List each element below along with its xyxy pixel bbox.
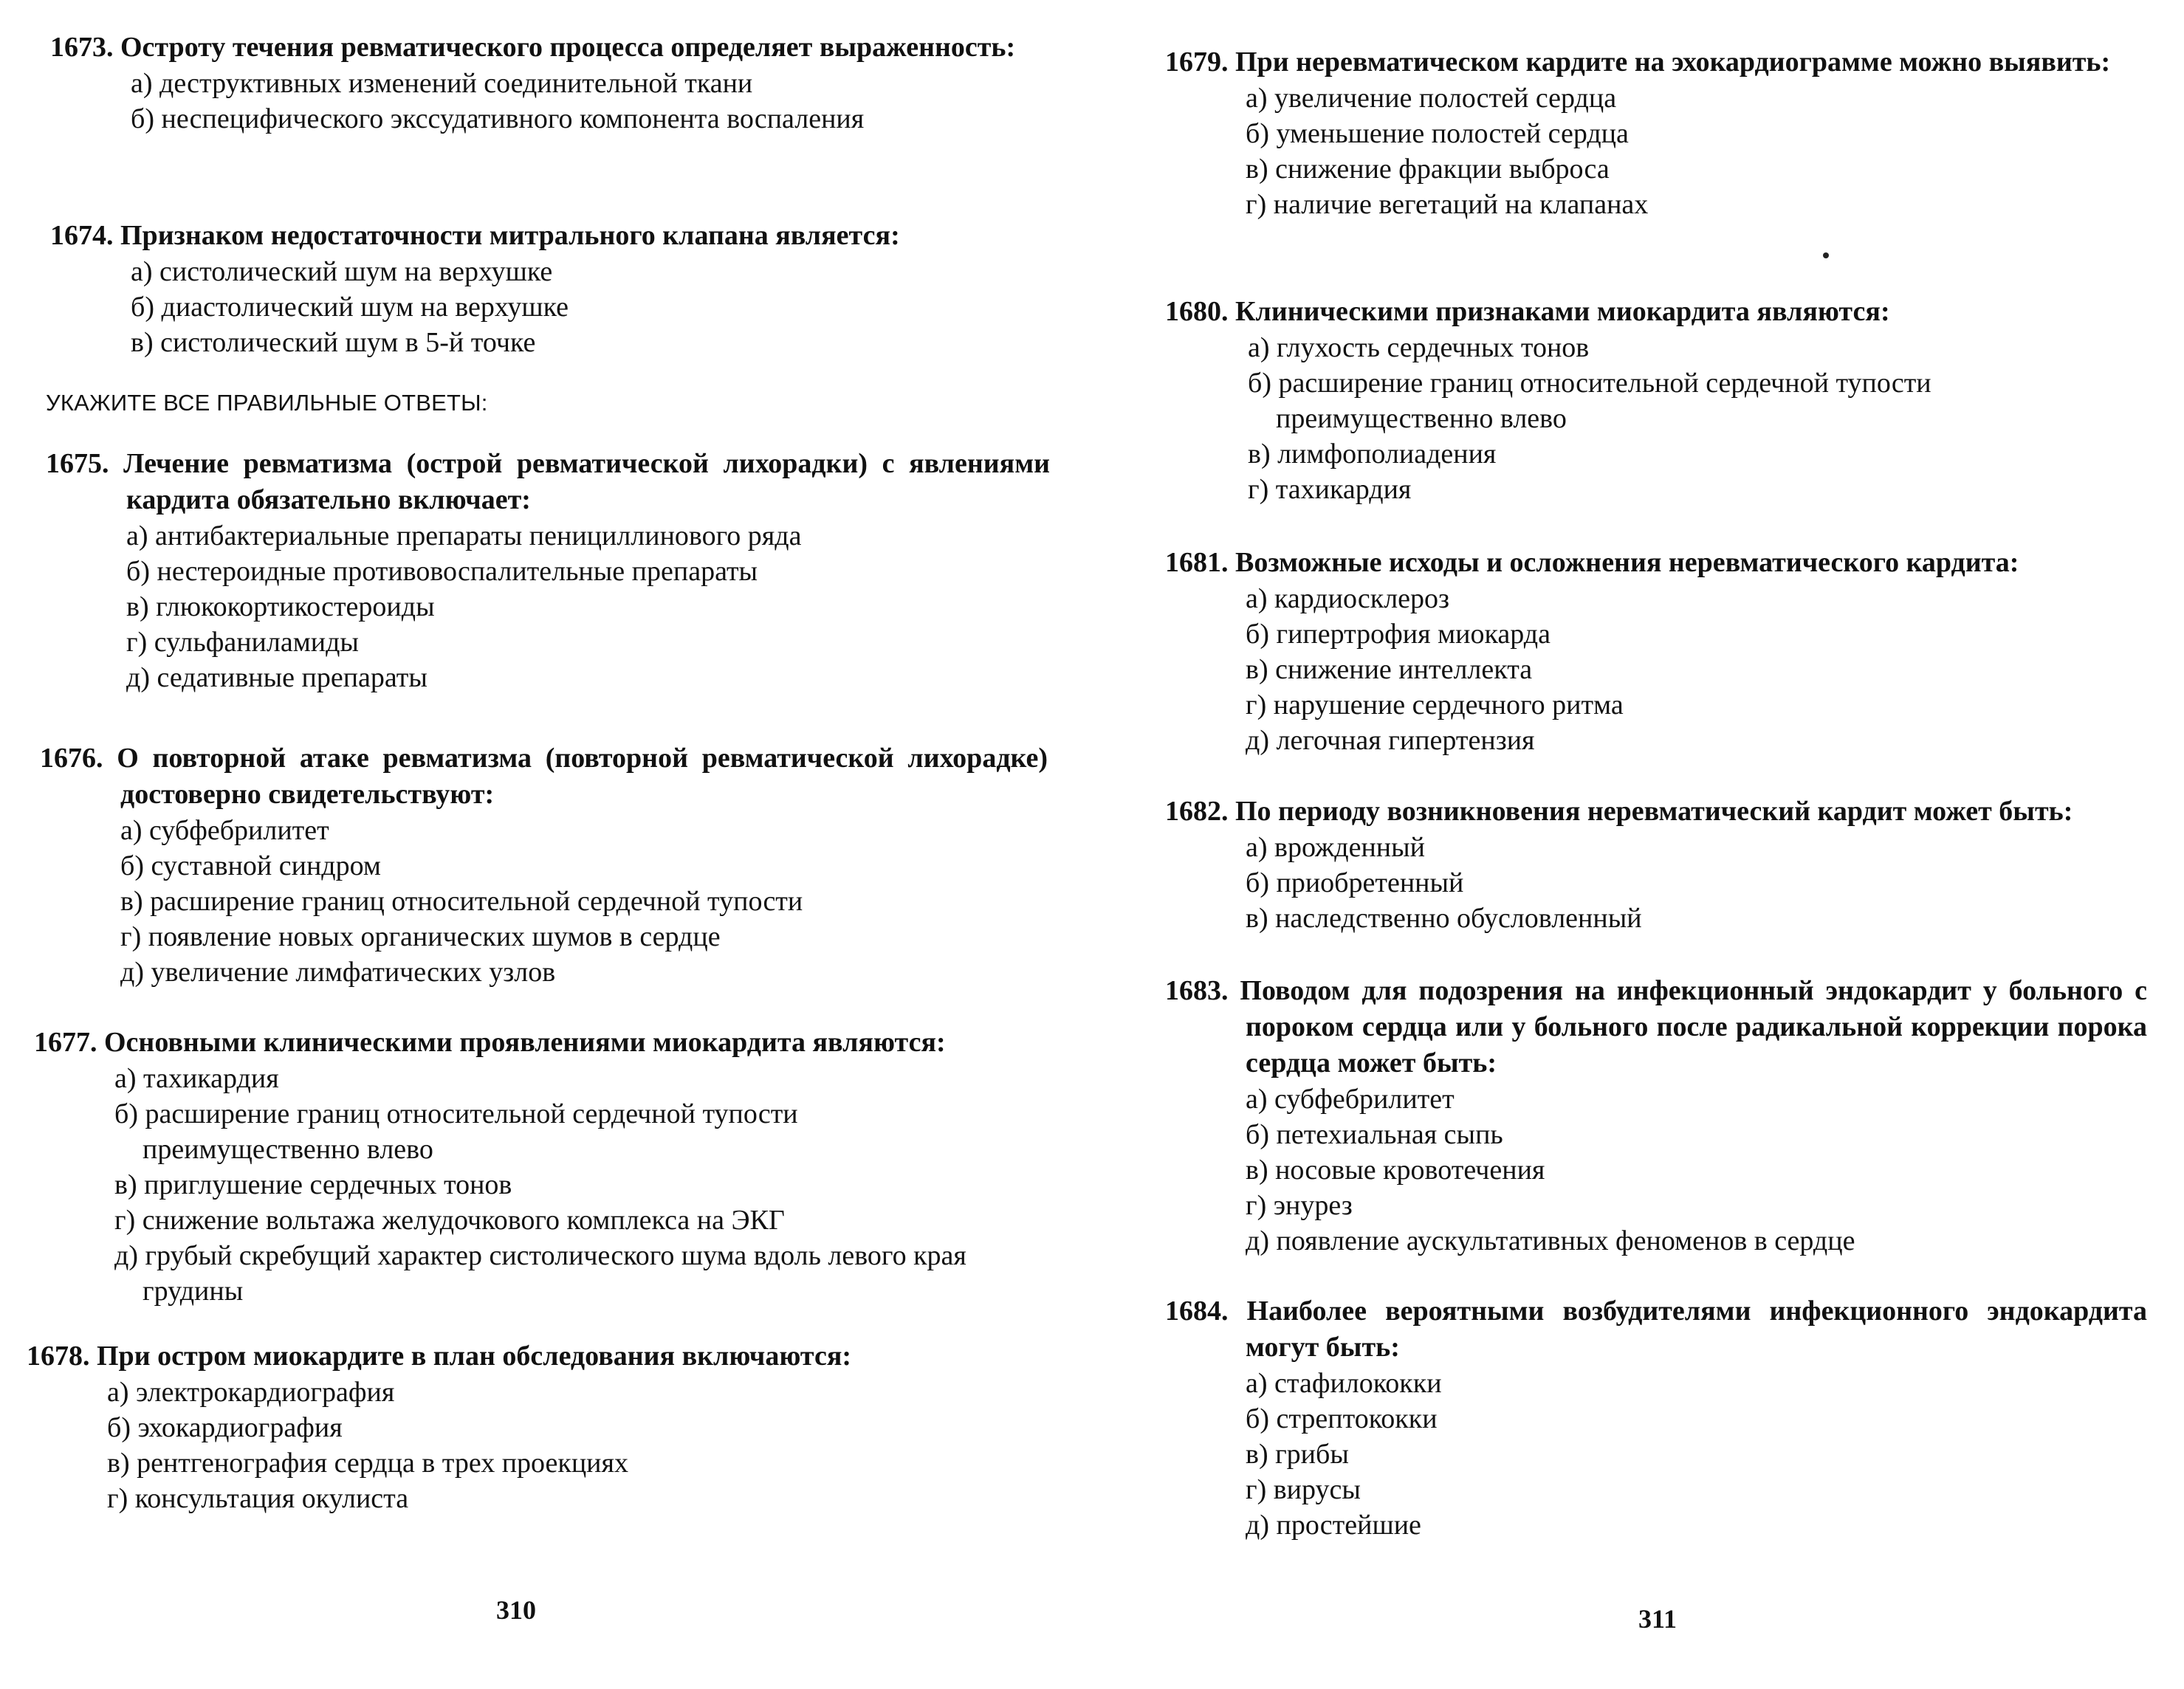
question-number: 1676. — [40, 743, 103, 774]
options-list — [1246, 1081, 2147, 1259]
question-text: Поводом для подозрения на инфекционный эндокардит у больного с пороком сердца или у больного после радикальной коррекции порока сердца может быть: — [1240, 975, 2147, 1079]
option: б) диастолический шум на верхушке — [131, 292, 569, 323]
option: г) появление новых органических шумов в сердце — [120, 921, 721, 952]
option: в) грибы — [1246, 1439, 1349, 1470]
option: а) субфебрилитет — [1246, 1084, 1455, 1115]
page-number: 311 — [1638, 1604, 1678, 1634]
options-list — [1248, 330, 2119, 507]
question-1682 — [1165, 794, 2147, 936]
option: в) расширение границ относительной сердечной тупости — [120, 886, 803, 917]
option: а) электрокардиография — [107, 1377, 395, 1408]
option: г) снижение вольтажа желудочкового комплекса на ЭКГ — [114, 1205, 785, 1236]
option: г) консультация окулиста — [107, 1483, 409, 1514]
question-number: 1684. — [1165, 1296, 1229, 1327]
option: г) энурез — [1246, 1190, 1353, 1221]
question-text: Клиническими признаками миокардита являются: — [1235, 296, 1890, 327]
question-1684 — [1165, 1293, 2147, 1543]
options-list — [114, 1061, 1015, 1309]
question-1681 — [1165, 545, 2147, 758]
option: б) неспецифического экссудативного компонента воспаления — [131, 103, 865, 134]
option: б) стрептококки — [1246, 1403, 1438, 1434]
question-number: 1681. — [1165, 547, 1229, 578]
option: б) приобретенный — [1246, 867, 1464, 898]
option: а) глухость сердечных тонов — [1248, 332, 1590, 363]
option: а) стафилококки — [1246, 1368, 1442, 1399]
options-list — [1246, 581, 2147, 758]
option: а) увеличение полостей сердца — [1246, 83, 1617, 114]
option: в) наследственно обусловленный — [1246, 903, 1642, 934]
options-list — [131, 254, 1051, 360]
option: г) вирусы — [1246, 1474, 1361, 1505]
options-list — [107, 1375, 1045, 1516]
question-1676 — [40, 740, 1048, 990]
question-1678 — [27, 1338, 1045, 1516]
option: а) деструктивных изменений соединительной ткани — [131, 68, 753, 99]
question-number: 1680. — [1165, 296, 1229, 327]
options-list — [126, 518, 1050, 695]
question-1673 — [50, 30, 1051, 137]
question-text: При остром миокардите в план обследования включаются: — [97, 1341, 852, 1372]
question-text: Возможные исходы и осложнения неревматического кардита: — [1235, 547, 2019, 578]
question-1680 — [1165, 294, 2147, 507]
option: а) кардиосклероз — [1246, 583, 1450, 614]
question-text: Лечение ревматизма (острой ревматической лихорадки) с явлениями кардита обязательно включает: — [123, 448, 1050, 515]
question-number: 1679. — [1165, 47, 1229, 78]
options-list — [120, 813, 1048, 990]
question-text: При неревматическом кардите на эхокардиограмме можно выявить: — [1235, 47, 2111, 78]
question-text: Наиболее вероятными возбудителями инфекционного эндокардита могут быть: — [1246, 1296, 2147, 1363]
option: д) легочная гипертензия — [1246, 725, 1535, 756]
option: г) тахикардия — [1248, 474, 1412, 505]
option: б) расширение границ относительной сердечной тупости преимущественно влево — [114, 1098, 798, 1165]
option: г) нарушение сердечного ритма — [1246, 689, 1624, 720]
question-number: 1678. — [27, 1341, 90, 1372]
option: д) седативные препараты — [126, 662, 427, 693]
option: в) приглушение сердечных тонов — [114, 1169, 512, 1200]
option: в) снижение интеллекта — [1246, 654, 1533, 685]
question-1675 — [46, 446, 1050, 695]
question-text: Основными клиническими проявлениями миокардита являются: — [104, 1027, 946, 1058]
options-list — [131, 66, 1051, 137]
option: б) гипертрофия миокарда — [1246, 619, 1551, 650]
question-number: 1683. — [1165, 975, 1229, 1006]
question-number: 1675. — [46, 448, 109, 479]
option: б) нестероидные противовоспалительные препараты — [126, 556, 758, 587]
option: д) простейшие — [1246, 1510, 1421, 1541]
question-number: 1673. — [50, 32, 114, 63]
option: д) появление аускультативных феноменов в сердце — [1246, 1225, 1855, 1256]
question-1677 — [34, 1025, 1045, 1309]
option: а) систолический шум на верхушке — [131, 256, 553, 287]
question-text: По периоду возникновения неревматический кардит может быть: — [1235, 796, 2073, 827]
option: г) наличие вегетаций на клапанах — [1246, 189, 1649, 220]
question-number: 1677. — [34, 1027, 97, 1058]
option: б) эхокардиография — [107, 1412, 343, 1443]
option: а) тахикардия — [114, 1063, 279, 1094]
question-1683 — [1165, 973, 2147, 1259]
option: в) носовые кровотечения — [1246, 1155, 1545, 1186]
option: в) лимфополиадения — [1248, 438, 1497, 469]
page-number: 310 — [496, 1595, 536, 1625]
question-text: Остроту течения ревматического процесса определяет выраженность: — [120, 32, 1016, 63]
options-list — [1246, 830, 2147, 936]
question-text: Признаком недостаточности митрального клапана является: — [120, 220, 900, 251]
option: д) увеличение лимфатических узлов — [120, 957, 556, 988]
option: б) петехиальная сыпь — [1246, 1119, 1503, 1150]
instruction-heading: УКАЖИТЕ ВСЕ ПРАВИЛЬНЫЕ ОТВЕТЫ: — [46, 390, 488, 416]
option: а) субфебрилитет — [120, 815, 329, 846]
option: б) расширение границ относительной сердечной тупости преимущественно влево — [1248, 368, 1931, 434]
option: в) снижение фракции выброса — [1246, 154, 1610, 185]
options-list — [1246, 1366, 2147, 1543]
option: б) суставной синдром — [120, 850, 381, 881]
options-list — [1246, 80, 2147, 222]
option: б) уменьшение полостей сердца — [1246, 118, 1629, 149]
option: в) рентгенография сердца в трех проекциях — [107, 1448, 628, 1479]
question-1674 — [50, 218, 1051, 360]
option: а) врожденный — [1246, 832, 1426, 863]
question-text: О повторной атаке ревматизма (повторной ревматической лихорадке) достоверно свидетельствуют: — [117, 743, 1048, 810]
option: а) антибактериальные препараты пенициллинового ряда — [126, 520, 802, 551]
option: в) глюкокортикостероиды — [126, 591, 435, 622]
stray-mark — [1823, 252, 1829, 258]
option: д) грубый скребущий характер систолического шума вдоль левого края грудины — [114, 1240, 966, 1307]
page-311 — [1092, 0, 2184, 1689]
question-1679 — [1165, 44, 2147, 222]
question-number: 1682. — [1165, 796, 1229, 827]
option: в) систолический шум в 5-й точке — [131, 327, 536, 358]
option: г) сульфаниламиды — [126, 627, 359, 658]
question-number: 1674. — [50, 220, 114, 251]
